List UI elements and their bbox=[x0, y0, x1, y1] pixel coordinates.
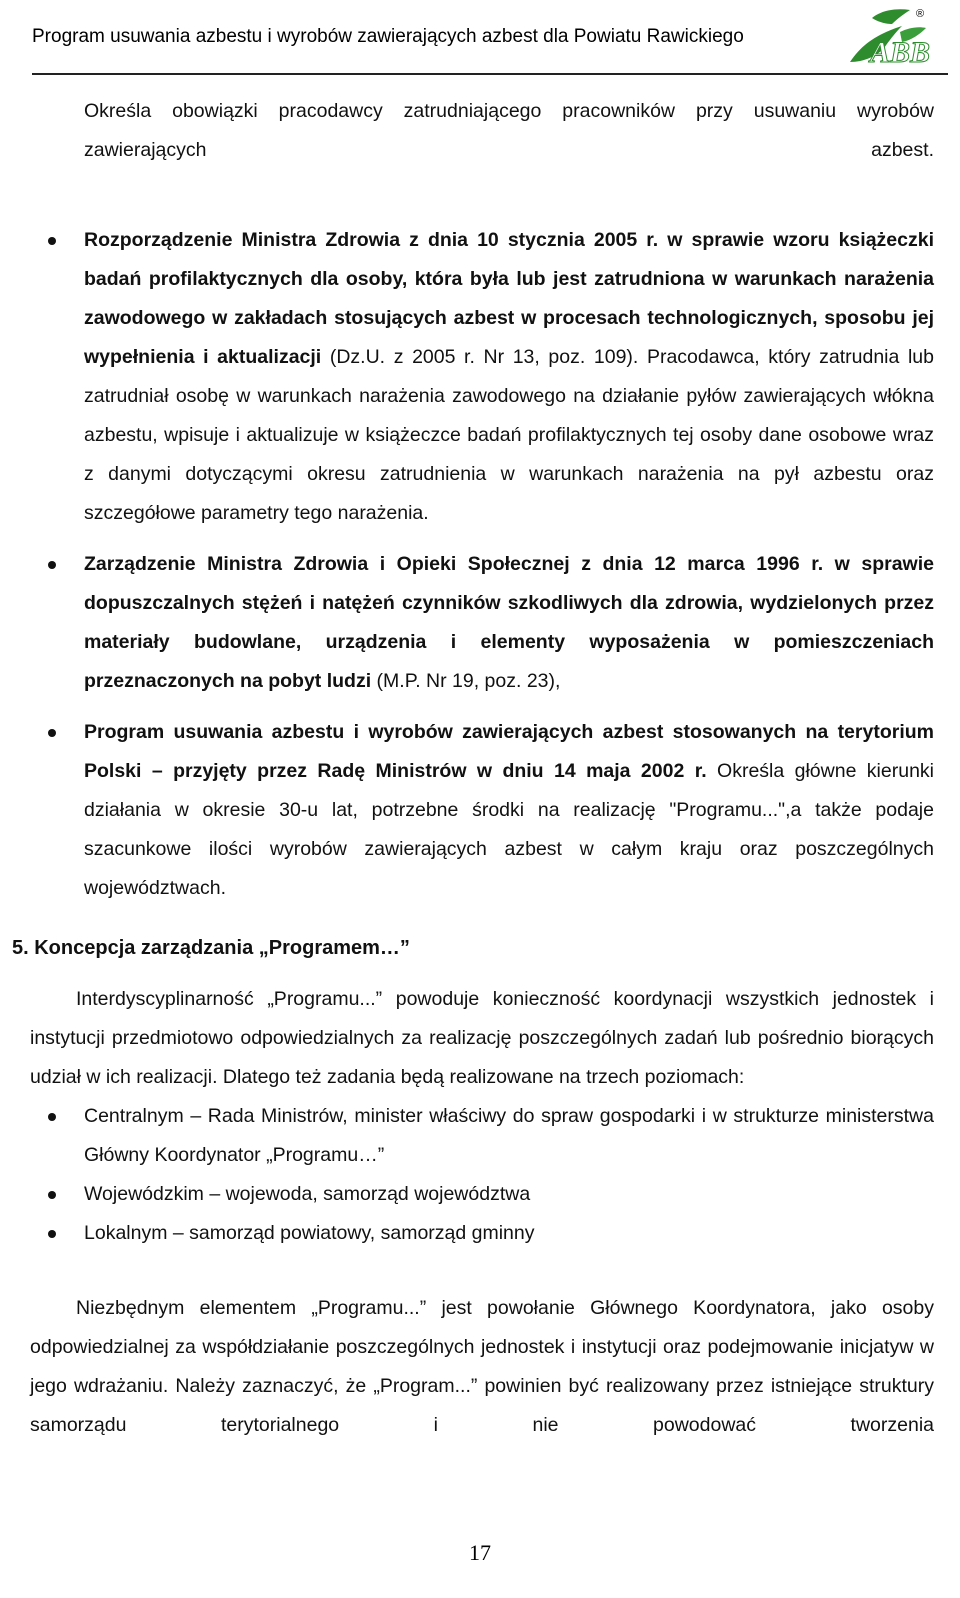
section-paragraph: Interdyscyplinarność „Programu...” powoduje konieczność koordynacji wszystkich jednostek i instytucji przedmiotowo odpowiedzialnych za realizację poszczególnych zadań lub pośrednio biorących udział w ich realizacji. Dlatego też zadania będą realizowane na trzech poziomach: bbox=[30, 988, 934, 1088]
list-item bbox=[84, 1175, 934, 1214]
regulation-description: (Dz.U. z 2005 r. Nr 13, poz. 109). Pracodawca, który zatrudnia lub zatrudniał osobę w warunkach narażenia zawodowego na działanie pyłów zawierających włókna azbestu, wpisuje i aktualizuje w książeczce badań profilaktycznych tej osoby dane osobowe wraz z danymi dotyczącymi okresu zatrudnienia w warunkach narażenia na pył azbestu oraz szczegółowe parametry tego narażenia. bbox=[84, 346, 934, 524]
intro-continuation: Określa obowiązki pracodawcy zatrudniającego pracowników przy usuwaniu wyrobów zawierających azbest. bbox=[84, 100, 934, 161]
regulation-title: Program usuwania azbestu i wyrobów zawierających azbest stosowanych na terytorium Polski – przyjęty przez Radę Ministrów w dniu 14 maja 2002 r. bbox=[84, 721, 934, 782]
page-number: 17 bbox=[469, 1540, 491, 1565]
header-divider bbox=[32, 73, 948, 75]
bullet-icon bbox=[48, 561, 56, 569]
list-item bbox=[84, 1097, 934, 1175]
header-title: Program usuwania azbestu i wyrobów zawierających azbest dla Powiatu Rawickiego bbox=[32, 26, 744, 47]
bullet-icon bbox=[48, 1230, 56, 1238]
list-item bbox=[84, 713, 934, 908]
section-heading: 5. Koncepcja zarządzania „Programem…” bbox=[12, 937, 410, 959]
regulation-title: Rozporządzenie Ministra Zdrowia z dnia 10 stycznia 2005 r. w sprawie wzoru książeczki badań profilaktycznych dla osoby, która była lub jest zatrudniona w warunkach narażenia zawodowego w zakładach stosujących azbest w procesach technologicznych, sposobu jej wypełnienia i aktualizacji bbox=[84, 229, 934, 368]
registered-mark: ® bbox=[916, 8, 925, 20]
bullet-icon bbox=[48, 237, 56, 245]
level-text: Lokalnym – samorząd powiatowy, samorząd gminny bbox=[84, 1222, 535, 1244]
section-paragraph: Niezbędnym elementem „Programu...” jest powołanie Głównego Koordynatora, jako osoby odpowiedzialnej za współdziałanie poszczególnych jednostek i instytucji oraz podejmowanie inicjatyw w jego wdrażaniu. Należy zaznaczyć, że „Program...” powinien być realizowany przez istniejące struktury samorządu terytorialnego i nie powodować tworzenia bbox=[30, 1297, 934, 1436]
regulation-description: Określa główne kierunki działania w okresie 30-u lat, potrzebne środki na realizację "Programu...",a także podaje szacunkowe ilości wyrobów zawierających azbest w całym kraju oraz poszczególnych województwach. bbox=[84, 760, 934, 899]
level-text: Centralnym – Rada Ministrów, minister właściwy do spraw gospodarki i w strukturze ministerstwa Główny Koordynator „Programu…” bbox=[84, 1105, 934, 1166]
list-item bbox=[84, 1214, 934, 1253]
bullet-icon bbox=[48, 1113, 56, 1121]
regulation-title: Zarządzenie Ministra Zdrowia i Opieki Społecznej z dnia 12 marca 1996 r. w sprawie dopuszczalnych stężeń i natężeń czynników szkodliwych dla zdrowia, wydzielonych przez materiały budowlane, urządzenia i elementy wyposażenia w pomieszczeniach przeznaczonych na pobyt ludzi bbox=[84, 553, 934, 692]
list-item bbox=[84, 545, 934, 701]
page-header bbox=[0, 0, 960, 76]
document-body bbox=[0, 92, 960, 1484]
level-text: Wojewódzkim – wojewoda, samorząd województwa bbox=[84, 1183, 531, 1205]
bullet-icon bbox=[48, 729, 56, 737]
list-item bbox=[84, 221, 934, 533]
bullet-icon bbox=[48, 1191, 56, 1199]
logo-text: ABB bbox=[870, 36, 931, 69]
regulation-description: (M.P. Nr 19, poz. 23), bbox=[371, 670, 561, 692]
